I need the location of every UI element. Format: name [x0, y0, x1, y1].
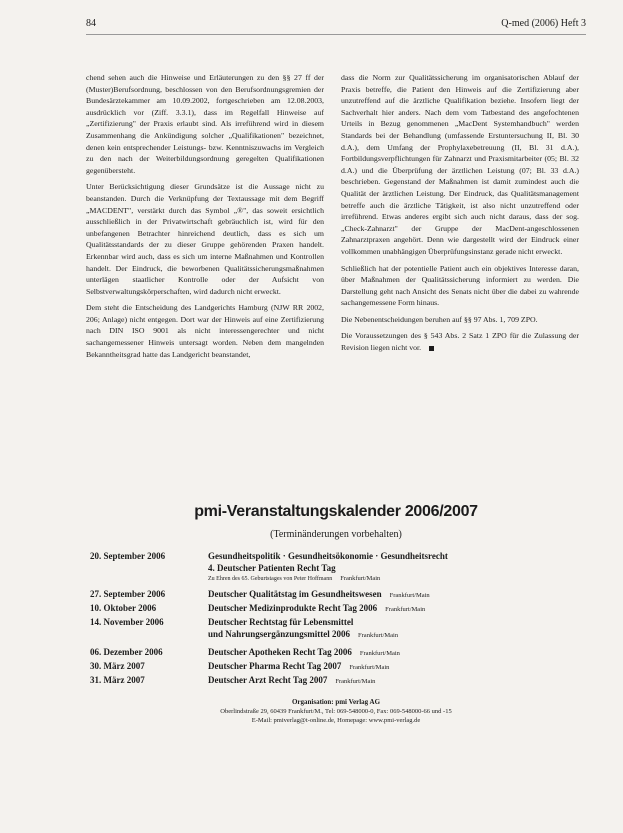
- event-date: 20. September 2006: [90, 551, 166, 561]
- event-date: 31. März 2007: [90, 675, 145, 685]
- event-description: Deutscher Medizinprodukte Recht Tag 2006 Frankfurt/Main: [208, 603, 426, 613]
- paragraph: Dem steht die Entscheidung des Landgerichts Hamburg (NJW RR 2002, 206; Anlage) nicht entgegen. Dort war der Hinweis auf eine Zertifizierung nach DIN ISO 9001 als nicht interessengerechter und nicht sachangemessener Hinweis untersagt worden. Neben dem mangelnden Bekanntheitsgrad hatte das Landgericht beanstandet,: [86, 303, 324, 359]
- paragraph: dass die Norm zur Qualitätssicherung im organisatorischen Ablauf der Praxis betreffe, die Patient den Hinweis auf die Zertifizierung aber unzutreffend auf die ärztliche Qualifikation beziehe. Insofern liegt der Sachverhalt hier anders. Nach dem vom Tatbestand des angefochtenen Urteils in Bezug genommenen „MacDent Systemhandbuch" werden Standards bei der Behandlung (umfassende Erstuntersuchung II, Bl. 30 d.A.), dem Umfang der Prophylaxebetreuung (II, Bl. 31 d.A.), Fortbildungsverpflichtungen für Zahnarzt und Praxismitarbeiter (05; Bl. 32 d.A.) und die Überprüfung der ärztlichen Leistung (07; Bl. 33 d.A.) beschrieben. Gegenstand der Maßnahmen ist damit zumindest auch die Qualität der ärztlichen Leistung. Der Eindruck, das Qualitätsmanagement betreffe auch die ärztliche Tätigkeit, ist also nicht unzutreffend oder irreführend. Etwas anderes ergibt sich auch nicht daraus, dass der sog. „Check-Zahnarzt" der Gruppe der MacDent-angeschlossenen Zahnarztpraxen angehört. Denn wie dargestellt wird der Eindruck einer vollkommen unabhängigen Überprüfungsinstanz gerade nicht erweckt.: [341, 73, 579, 256]
- paragraph: Unter Berücksichtigung dieser Grundsätze ist die Aussage nicht zu beanstanden. Durch die Verknüpfung der Textaussage mit dem Begriff „MACDENT", verstärkt durch das Symbol „®", das soweit ersichtlich ausschließlich in der Privatwirtschaft gebräuchlich ist, wird für den unbefangenen Betrachter hinreichend deutlich, dass es sich um Qualitätsstandards der zu dieser Gruppe gehörenden Praxen handelt. Erkennbar wird auch, dass es sich um interne Maßnahmen und Kontrollen handelt. Der Eindruck, die beworbenen Qualitätssicherungsmaßnahmen unterlägen staatlicher Kontrolle oder der Aufsicht von Selbstverwaltungskörperschaften, wird dadurch nicht erweckt.: [86, 182, 324, 296]
- end-of-article-mark: [429, 346, 434, 351]
- calendar-event: [86, 616, 586, 642]
- event-location: Frankfurt/Main: [359, 650, 400, 657]
- organizer-address: Oberlindstraße 29, 60439 Frankfurt/M., Tel: 069-548000-0, Fax: 069-548000-66 und -15: [220, 708, 452, 715]
- calendar-event: [86, 602, 586, 616]
- event-location: Frankfurt/Main: [349, 664, 390, 671]
- event-description: Deutscher Rechtstag für Lebensmittel und Nahrungsergänzungsmittel 2006 Frankfurt/Main: [208, 617, 399, 639]
- header-rule: [86, 34, 586, 35]
- right-column: [341, 72, 579, 359]
- calendar-title: pmi-Veranstaltungskalender 2006/2007: [194, 503, 478, 520]
- organizer-contact: E-Mail: pmiverlag@t-online.de, Homepage: www.pmi-verlag.de: [251, 717, 421, 724]
- event-calendar: [86, 503, 586, 725]
- event-location: Frankfurt/Main: [358, 632, 399, 639]
- calendar-event: [86, 588, 586, 602]
- event-date: 14. November 2006: [90, 617, 164, 627]
- event-date: 10. Oktober 2006: [90, 603, 157, 613]
- event-date: 27. September 2006: [90, 589, 166, 599]
- calendar-event: [86, 646, 586, 660]
- organizer-info: [86, 698, 586, 725]
- paragraph: Die Nebenentscheidungen beruhen auf §§ 97 Abs. 1, 709 ZPO.: [341, 314, 538, 324]
- organizer-heading: Organisation: pmi Verlag AG: [291, 698, 381, 706]
- paragraph-last: Die Voraussetzungen des § 543 Abs. 2 Satz 1 ZPO für die Zulassung der Revision liegen nicht vor.: [341, 331, 579, 353]
- calendar-event: [86, 674, 586, 688]
- event-note: Zu Ehren des 65. Geburtstages von Peter Hoffmann: [208, 576, 333, 582]
- event-description: Deutscher Qualitätstag im Gesundheitswesen Frankfurt/Main: [208, 589, 430, 599]
- paragraph: chend sehen auch die Hinweise und Erläuterungen zu den §§ 27 ff der (Muster)Berufsordnung, beschlossen von den Berufsordnungsgremien der Bundesärztekammer am 10.09.2002, fortgeschrieben am 12.08.2003, ausdrücklich vor (Ziff. 3.3.1), dass im Regelfall Hinweise auf „Zertifizierung" der Praxis erlaubt sind. Als irreführend wird in diesem Zusammenhang die Ankündigung solcher „Qualifikationen" bezeichnet, denen kein entsprechender Leistungs- bzw. Kenntniszuwachs im Vergleich zu den nach der Weiterbildungsordnung geregelten Qualifikationen gegenübersteht.: [86, 73, 324, 175]
- event-description: Deutscher Pharma Recht Tag 2007 Frankfurt/Main: [208, 661, 390, 671]
- event-location: Frankfurt/Main: [335, 678, 376, 685]
- running-header: [86, 18, 586, 29]
- event-location: Frankfurt/Main: [340, 575, 381, 582]
- event-description: Gesundheitspolitik · Gesundheitsökonomie · Gesundheitsrecht 4. Deutscher Patienten Recht Tag Zu Ehren des 65. Geburtstages von Peter Hoffmann Frankfurt/Main: [208, 551, 448, 582]
- calendar-event: [86, 550, 586, 584]
- page-number: 84: [86, 18, 96, 29]
- calendar-event: [86, 660, 586, 674]
- event-location: Frankfurt/Main: [385, 606, 426, 613]
- event-location: Frankfurt/Main: [389, 592, 430, 599]
- event-description: Deutscher Apotheken Recht Tag 2006 Frankfurt/Main: [208, 647, 400, 657]
- calendar-subtitle: (Terminänderungen vorbehalten): [270, 529, 402, 540]
- left-column: [86, 72, 324, 365]
- journal-issue: Q-med (2006) Heft 3: [501, 18, 586, 29]
- event-date: 30. März 2007: [90, 661, 145, 671]
- paragraph: Schließlich hat der potentielle Patient auch ein objektives Interesse daran, über Maßnahmen der Qualitätssicherung informiert zu werden. Die Darstellung geht nach Ansicht des Senats nicht über die dabei zu wahrende sachangemessene Form hinaus.: [341, 263, 579, 308]
- event-description: Deutscher Arzt Recht Tag 2007 Frankfurt/Main: [208, 675, 376, 685]
- event-date: 06. Dezember 2006: [90, 647, 163, 657]
